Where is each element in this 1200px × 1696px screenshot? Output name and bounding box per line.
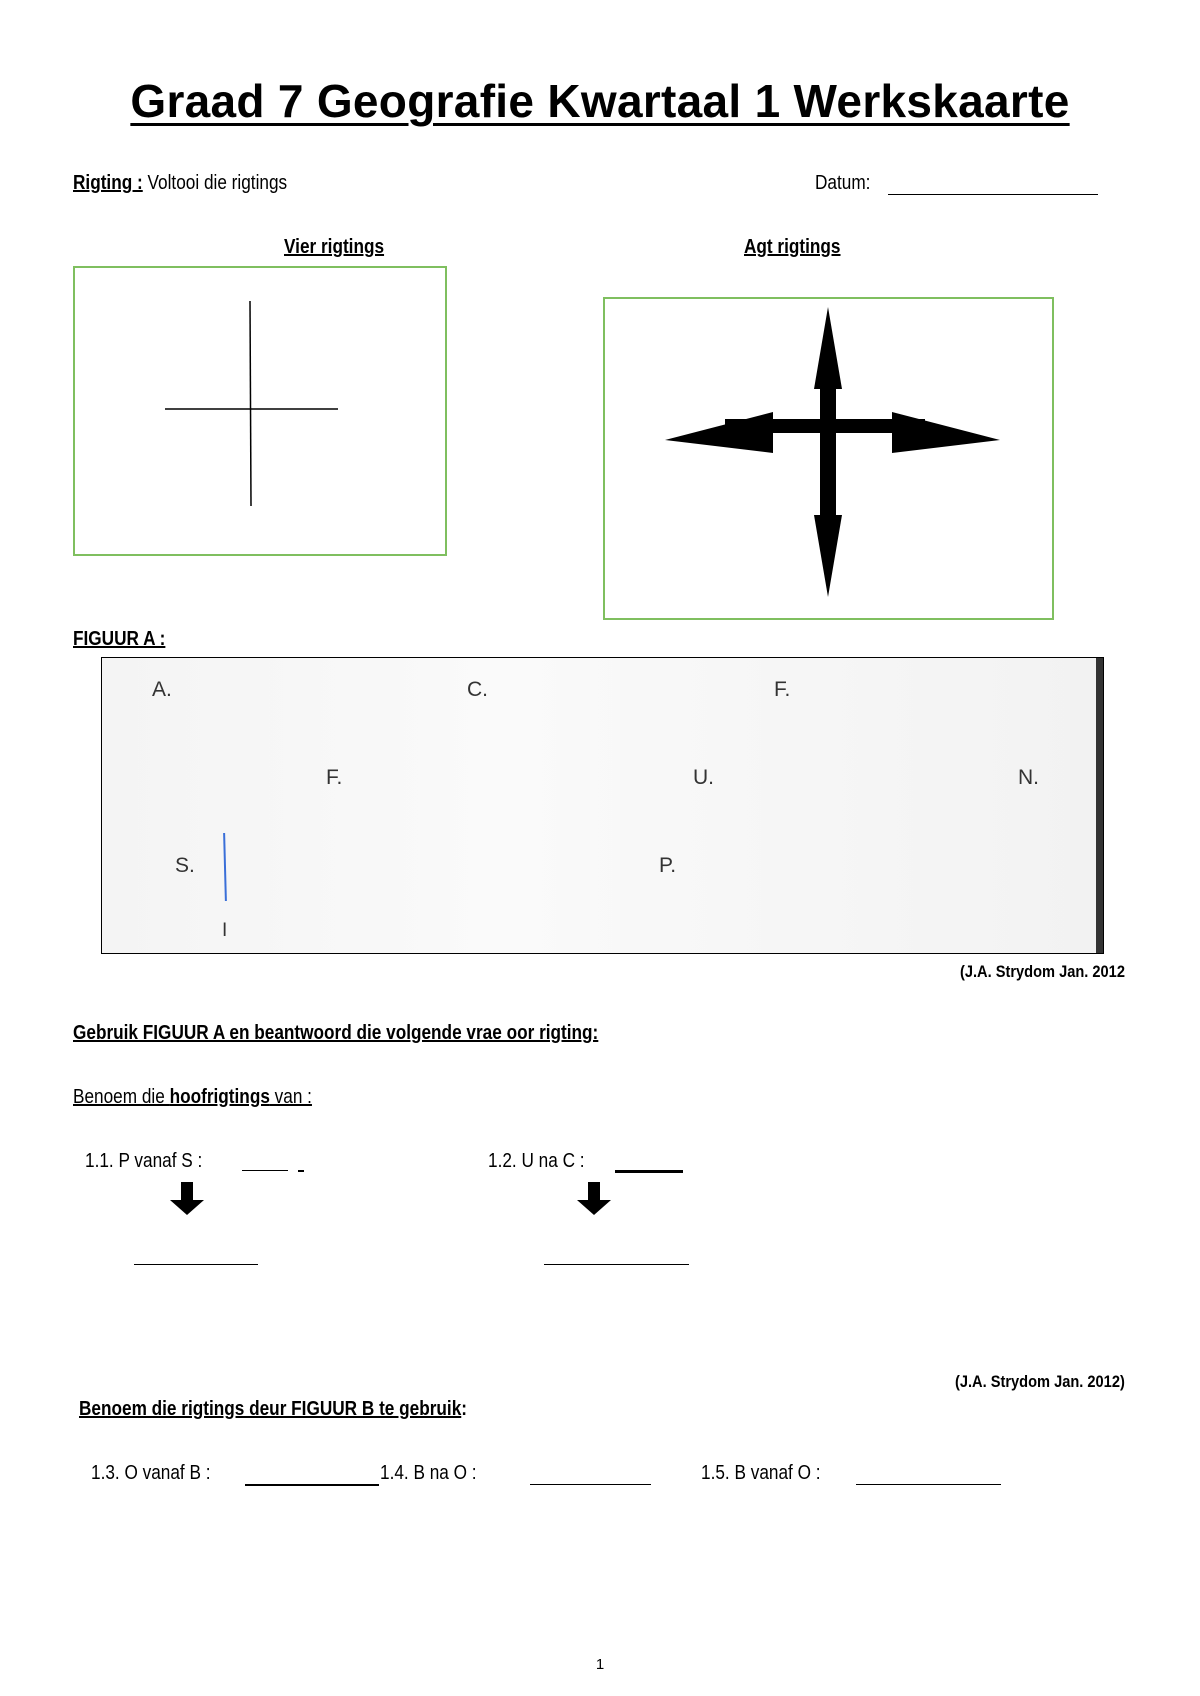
north-arrow bbox=[814, 307, 842, 389]
benoem-post: van : bbox=[269, 1086, 312, 1108]
question-1-5-label: 1.5. B vanaf O : bbox=[701, 1462, 821, 1484]
figure-letter-n: N. bbox=[1018, 766, 1039, 789]
vier-rigtings-heading: Vier rigtings bbox=[284, 236, 385, 258]
down-arrow-icon bbox=[168, 1180, 206, 1218]
figure-letter-u: U. bbox=[693, 766, 714, 789]
question-1-2-answer-line[interactable] bbox=[544, 1264, 689, 1265]
gebruik-heading: Gebruik FIGUUR A en beantwoord die volgende vrae oor rigting: bbox=[73, 1022, 599, 1044]
figuur-b-heading-text: Benoem die rigtings deur FIGUUR B te gebruik bbox=[79, 1398, 462, 1420]
eight-directions-box bbox=[603, 297, 1054, 620]
question-1-3-input[interactable] bbox=[245, 1484, 379, 1486]
credit-2: (J.A. Strydom Jan. 2012) bbox=[955, 1372, 1125, 1391]
down-arrow-icon bbox=[575, 1180, 613, 1218]
vertical-line bbox=[250, 301, 251, 506]
scan-edge bbox=[1096, 658, 1103, 953]
plain-cross-diagram bbox=[75, 268, 445, 554]
question-1-1-label: 1.1. P vanaf S : bbox=[85, 1150, 203, 1172]
figure-letter-s: S. bbox=[175, 854, 195, 877]
credit-1: (J.A. Strydom Jan. 2012 bbox=[960, 962, 1125, 981]
figure-letter-c: C. bbox=[467, 678, 488, 701]
blue-pen-mark bbox=[223, 833, 226, 901]
four-directions-box bbox=[73, 266, 447, 556]
figure-letter-f-top: F. bbox=[774, 678, 791, 701]
stray-dash bbox=[298, 1170, 304, 1172]
question-1-5-input[interactable] bbox=[856, 1484, 1001, 1485]
question-1-2-input[interactable] bbox=[615, 1170, 683, 1173]
figure-letter-i: I bbox=[222, 920, 228, 941]
page-number: 1 bbox=[595, 1656, 605, 1673]
question-1-4-input[interactable] bbox=[530, 1484, 651, 1485]
datum-label: Datum: bbox=[815, 172, 871, 194]
datum-field bbox=[815, 172, 870, 195]
south-arrow bbox=[814, 515, 842, 597]
figure-letter-a: A. bbox=[152, 678, 172, 701]
figure-letter-f-mid: F. bbox=[326, 766, 343, 789]
figuur-b-heading bbox=[79, 1398, 467, 1421]
figure-letter-p: P. bbox=[659, 854, 677, 877]
datum-input-line[interactable] bbox=[888, 194, 1098, 195]
question-1-3-label: 1.3. O vanaf B : bbox=[91, 1462, 211, 1484]
figuur-b-heading-colon: : bbox=[461, 1398, 468, 1420]
page-title: Graad 7 Geografie Kwartaal 1 Werkskaarte bbox=[130, 75, 1070, 127]
question-1-4-label: 1.4. B na O : bbox=[380, 1462, 477, 1484]
agt-rigtings-heading: Agt rigtings bbox=[744, 236, 841, 258]
west-arrow bbox=[665, 412, 773, 453]
east-arrow bbox=[892, 412, 1000, 453]
instruction-label: Rigting : bbox=[73, 172, 143, 194]
benoem-line bbox=[73, 1086, 312, 1109]
figure-a-box bbox=[101, 657, 1104, 954]
vertical-bar bbox=[820, 389, 836, 529]
compass-arrows-diagram bbox=[605, 299, 1052, 618]
instruction-line bbox=[73, 172, 287, 195]
benoem-bold: hoofrigtings bbox=[169, 1086, 270, 1108]
question-1-1-input[interactable] bbox=[242, 1170, 288, 1171]
benoem-pre: Benoem die bbox=[73, 1086, 170, 1108]
instruction-text: Voltooi die rigtings bbox=[142, 172, 288, 194]
question-1-1-answer-line[interactable] bbox=[134, 1264, 258, 1265]
figuur-a-label: FIGUUR A : bbox=[73, 628, 166, 650]
question-1-2-label: 1.2. U na C : bbox=[488, 1150, 585, 1172]
